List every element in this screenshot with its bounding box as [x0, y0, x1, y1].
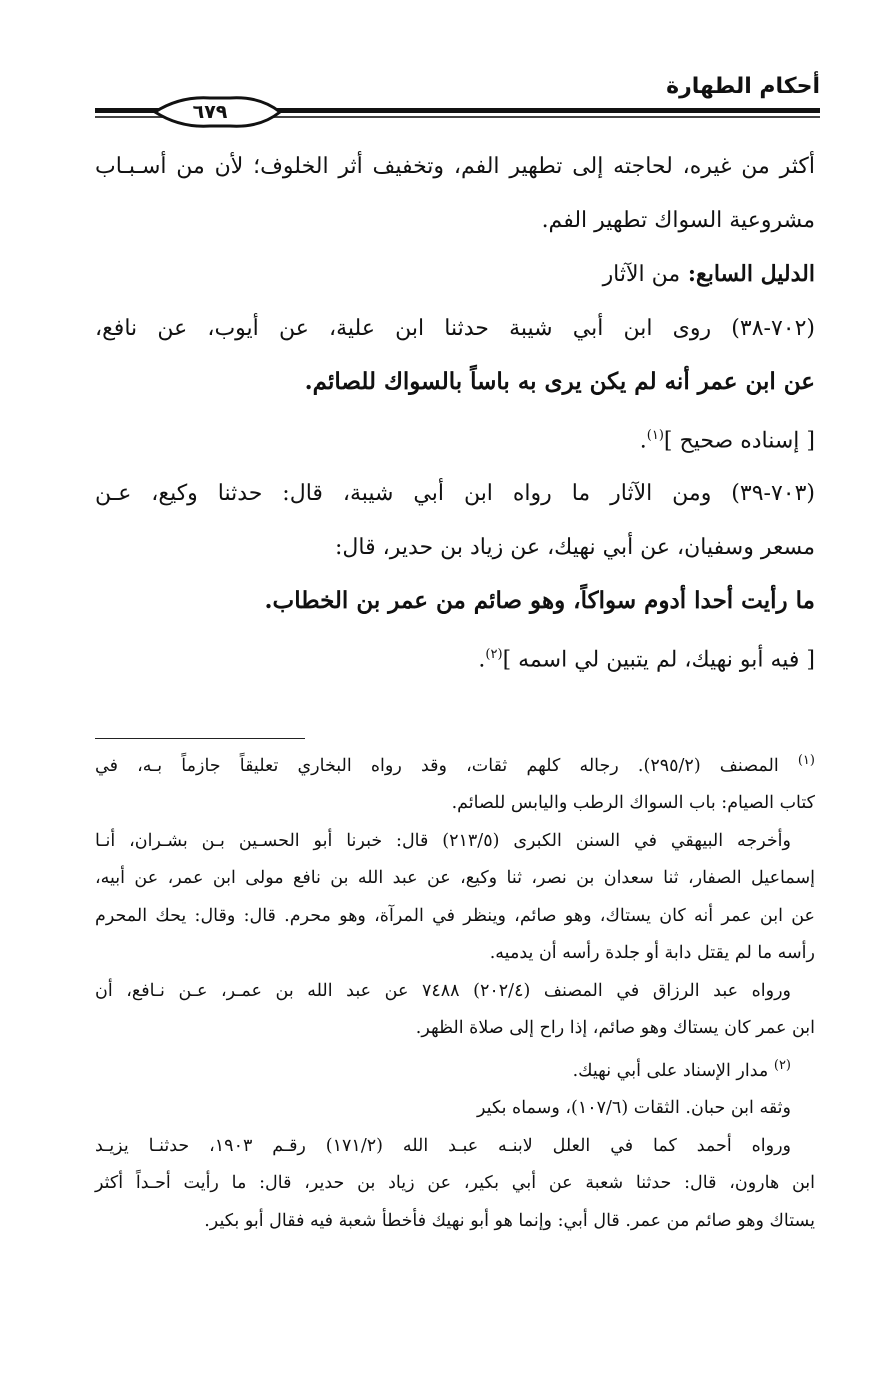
athar-38-text: عن ابن عمر أنه لم يكن يرى به باساً بالسواك للصائم.	[304, 368, 815, 395]
footnote-line: ابن هارون، قال: حدثنا شعبة عن أبي بكير، عن زياد بن حدير، قال: ما رأيت أحـداً أكثر	[95, 1173, 815, 1194]
text-line: مشروعية السواك تطهير الفم.	[541, 207, 815, 233]
footnote-line: ورواه أحمد كما في العلل لابنـه عبـد الله (١٧١/٢) رقـم ١٩٠٣، حدثنـا يزيـد	[95, 1135, 791, 1156]
footnote-separator	[95, 738, 305, 739]
footnote-line: وأخرجه البيهقي في السنن الكبرى (٢١٣/٥) قال: خبرنا أبو الحسـين بـن بشـران، أنـا	[95, 830, 791, 851]
footnote-ref-1[interactable]: (١)	[646, 427, 664, 443]
grading-text: [ فيه أبو نهيك، لم يتبين لي اسمه ]	[502, 647, 815, 673]
footnote-line: إسماعيل الصفار، ثنا سعدان بن نصر، ثنا وكيع، عن عبد الله بن نافع مولى ابن عمر، عن أبيه،	[95, 868, 815, 889]
text-line: مسعر وسفيان، عن أبي نهيك، عن زياد بن حدير، قال:	[335, 534, 815, 560]
main-text	[95, 152, 815, 699]
athar-39-text: ما رأيت أحدا أدوم سواكاً، وهو صائم من عمر بن الخطاب.	[264, 587, 815, 615]
page-number: ٦٧٩	[192, 101, 228, 123]
grading-line: [ فيه أبو نهيك، لم يتبين لي اسمه ]$^{(٢)}$.	[478, 646, 815, 673]
footnote-line: ورواه عبد الرزاق في المصنف (٢٠٢/٤) ٧٤٨٨ عن عبد الله بن عمـر، عـن نـافع، أن	[95, 980, 791, 1001]
footnote-line: رأسه ما لم يقتل دابة أو جلدة رأسه أن يدميه.	[489, 943, 815, 964]
footnote-line: ابن عمر كان يستاك وهو صائم، إذا راح إلى صلاة الظهر.	[415, 1018, 815, 1039]
footnote-line	[95, 748, 815, 779]
footnote-mark-1: (١)	[797, 753, 815, 768]
athar-38-line: (٧٠٢-٣٨) روى ابن أبي شيبة حدثنا ابن علية، عن أيوب، عن نافع،	[95, 315, 815, 341]
athar-39-line: (٧٠٣-٣٩) ومن الآثار ما رواه ابن أبي شيبة، قال: حدثنا وكيع، عـن	[95, 481, 815, 507]
heading-text: من الآثار	[602, 262, 681, 287]
text-line: أكثر من غيره، لحاجته إلى تطهير الفم، وتخفيف أثر الخلوف؛ لأن من أسـبـاب	[95, 154, 815, 179]
footnote-line: كتاب الصيام: باب السواك الرطب واليابس للصائم.	[451, 793, 815, 814]
heading-label: الدليل السابع:	[687, 261, 815, 287]
footnote-line: وثقه ابن حبان. الثقات (١٠٧/٦)، وسماه بكير	[477, 1098, 791, 1119]
grading-line: [ إسناده صحيح ]$^{(١)}$.	[639, 427, 815, 453]
footnote-text: المصنف (٢٩٥/٢). رجاله كلهم ثقات، وقد رواه البخاري تعليقاً جازماً بـه، في	[95, 755, 779, 776]
footnote-line	[95, 1053, 815, 1084]
footnote-text: مدار الإسناد على أبي نهيك.	[572, 1060, 769, 1081]
footnote-line: عن ابن عمر أنه كان يستاك، وهو صائم، وينظر في المرآة، وهو محرم. قال: وقال: يحك المحرم	[95, 905, 815, 926]
footnote-line: يستاك وهو صائم من عمر. قال أبي: وإنما هو أبو نهيك فأخطأ شعبة فيه فقال أبو بكير.	[204, 1210, 815, 1231]
section-heading	[95, 259, 815, 290]
footnotes	[95, 748, 815, 1245]
page-header	[95, 70, 820, 130]
running-title: أحكام الطهارة	[666, 74, 820, 99]
grading-text: [ إسناده صحيح ]	[663, 427, 815, 453]
footnote-ref-2[interactable]: (٢)	[485, 646, 503, 662]
footnote-mark-2: (٢)	[773, 1057, 791, 1073]
